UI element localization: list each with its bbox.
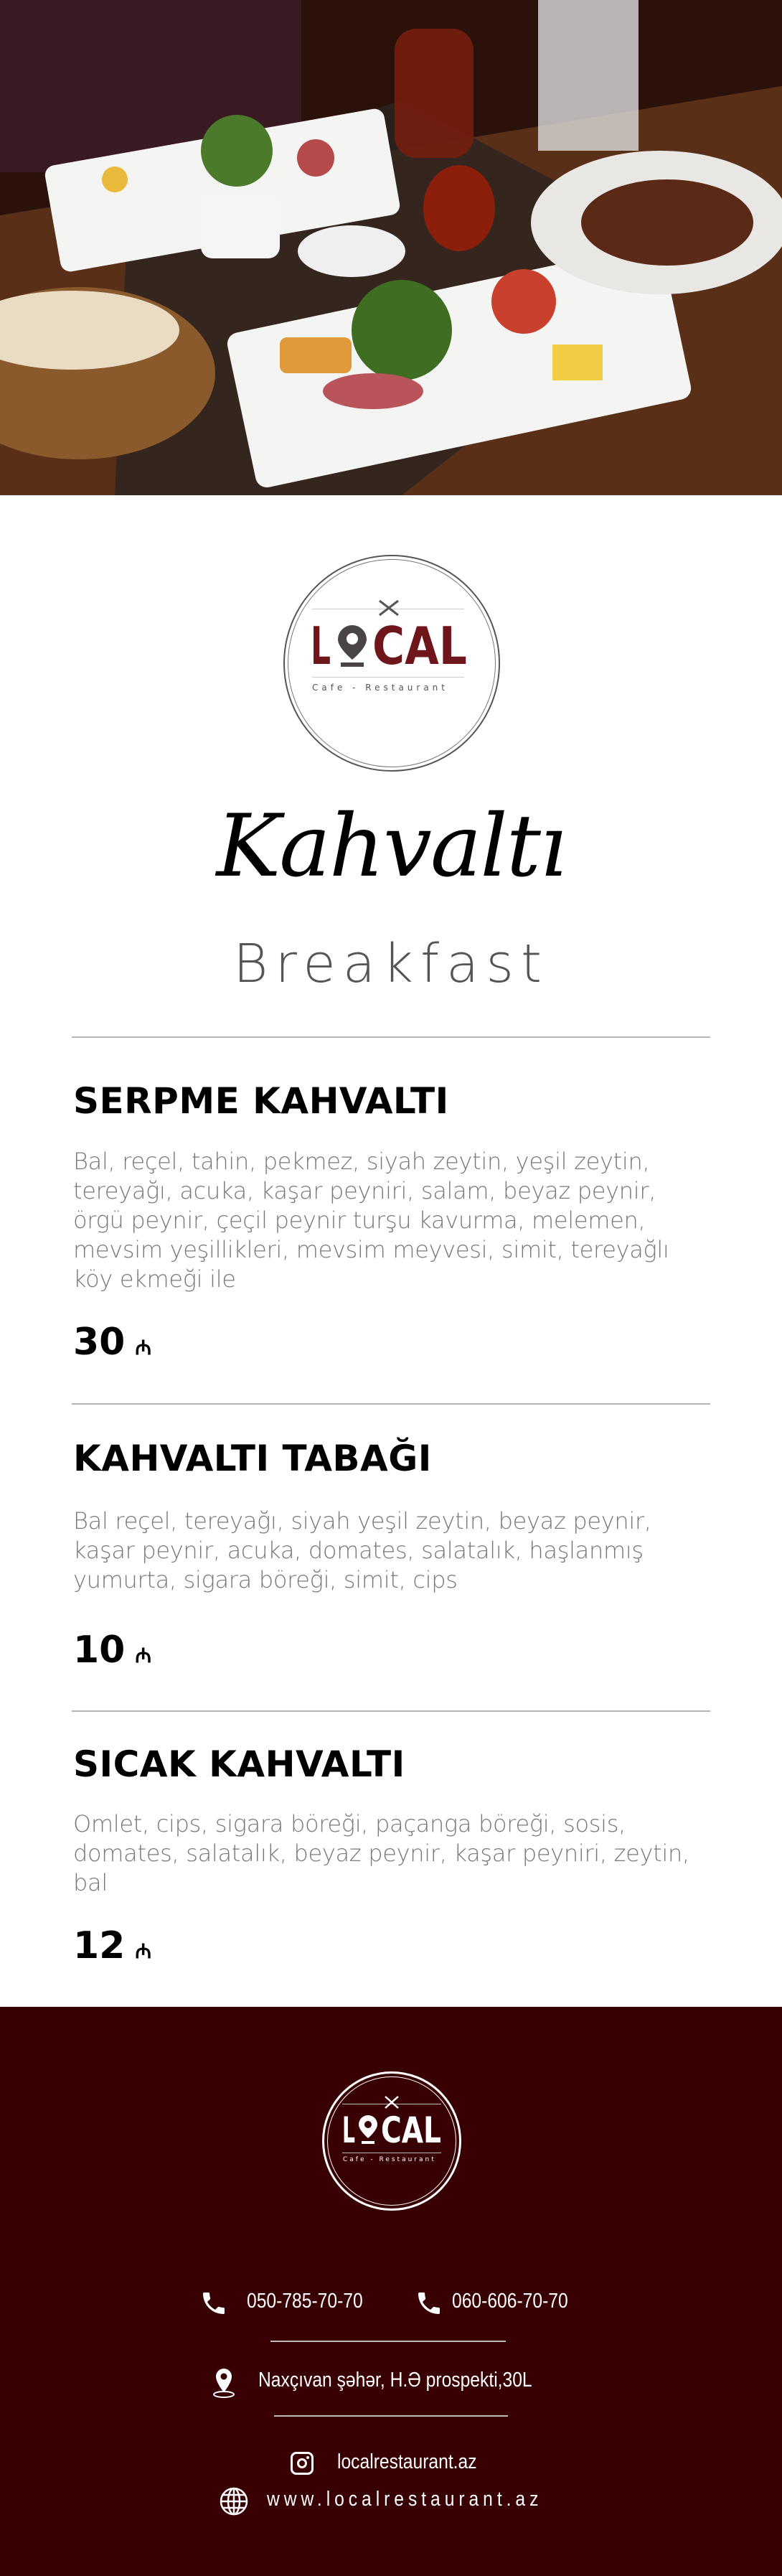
svg-text:L: L xyxy=(342,2109,355,2151)
footer xyxy=(0,2007,782,2576)
cutlery-icon xyxy=(378,599,400,617)
divider xyxy=(274,2415,508,2417)
menu-item-title: KAHVALTI TABAĞI xyxy=(73,1438,432,1479)
address-text: Naxçıvan şəhər, H.Ə prospekti,30L xyxy=(258,2369,532,2392)
instagram-icon xyxy=(291,2452,314,2475)
menu-item-price xyxy=(73,1321,151,1364)
svg-text:L: L xyxy=(311,616,331,676)
phone-icon xyxy=(415,2289,443,2318)
title-script: Kahvaltı xyxy=(216,797,566,896)
phone-link-2[interactable]: 060-606-70-70 xyxy=(452,2290,568,2313)
manat-icon: ₼ xyxy=(135,1644,152,1667)
globe-icon xyxy=(219,2486,249,2516)
instagram-link[interactable]: localrestaurant.az xyxy=(337,2450,477,2473)
price-value: 10 xyxy=(73,1629,126,1672)
footer-logo xyxy=(322,2071,461,2211)
cutlery-icon xyxy=(384,2095,400,2109)
menu-item-title: SICAK KAHVALTI xyxy=(73,1743,405,1785)
divider xyxy=(72,1710,710,1712)
hero-breakfast-photo xyxy=(0,0,782,495)
menu-item-price xyxy=(73,1629,151,1672)
svg-text:CAL: CAL xyxy=(372,616,467,676)
price-value: 30 xyxy=(73,1321,126,1364)
price-value: 12 xyxy=(73,1924,126,1967)
brand-wordmark xyxy=(342,2109,443,2151)
brand-wordmark xyxy=(311,616,468,676)
divider xyxy=(270,2341,506,2342)
phone-icon xyxy=(199,2289,228,2318)
subtitle: Breakfast xyxy=(233,933,549,995)
brand-logo xyxy=(283,555,500,772)
menu-item-description: Omlet, cips, sigara böreği, paçanga böreği, sosis, domates, salatalık, beyaz peynir, kaşar peyniri, zeytin, bal xyxy=(73,1810,689,1896)
website-link[interactable]: www.localrestaurant.az xyxy=(267,2488,543,2511)
menu-item-description: Bal, reçel, tahin, pekmez, siyah zeytin, yeşil zeytin, tereyağı, acuka, kaşar peyniri, salam, beyaz peynir, örgü peynir, çeçil peynir turşu kavurma, melemen, mevsim yeşillikleri, mevsim meyvesi, simit, tereyağlı köy ekmeği ile xyxy=(73,1148,669,1293)
phone-link-1[interactable]: 050-785-70-70 xyxy=(247,2290,363,2313)
logo-tagline: Cafe - Restaurant xyxy=(343,2156,436,2163)
svg-text:CAL: CAL xyxy=(381,2109,441,2151)
divider xyxy=(72,1403,710,1405)
manat-icon: ₼ xyxy=(135,1939,152,1963)
menu-item-title: SERPME KAHVALTI xyxy=(73,1080,449,1122)
logo-tagline: Cafe - Restaurant xyxy=(312,683,448,693)
location-pin-icon xyxy=(212,2367,236,2399)
menu-item-price xyxy=(73,1924,151,1967)
menu-item-description: Bal reçel, tereyağı, siyah yeşil zeytin, beyaz peynir, kaşar peynir, acuka, domates, salatalık, haşlanmış yumurta, sigara böreği, simit, cips xyxy=(73,1507,651,1593)
divider xyxy=(72,1036,710,1038)
manat-icon: ₼ xyxy=(135,1336,152,1359)
